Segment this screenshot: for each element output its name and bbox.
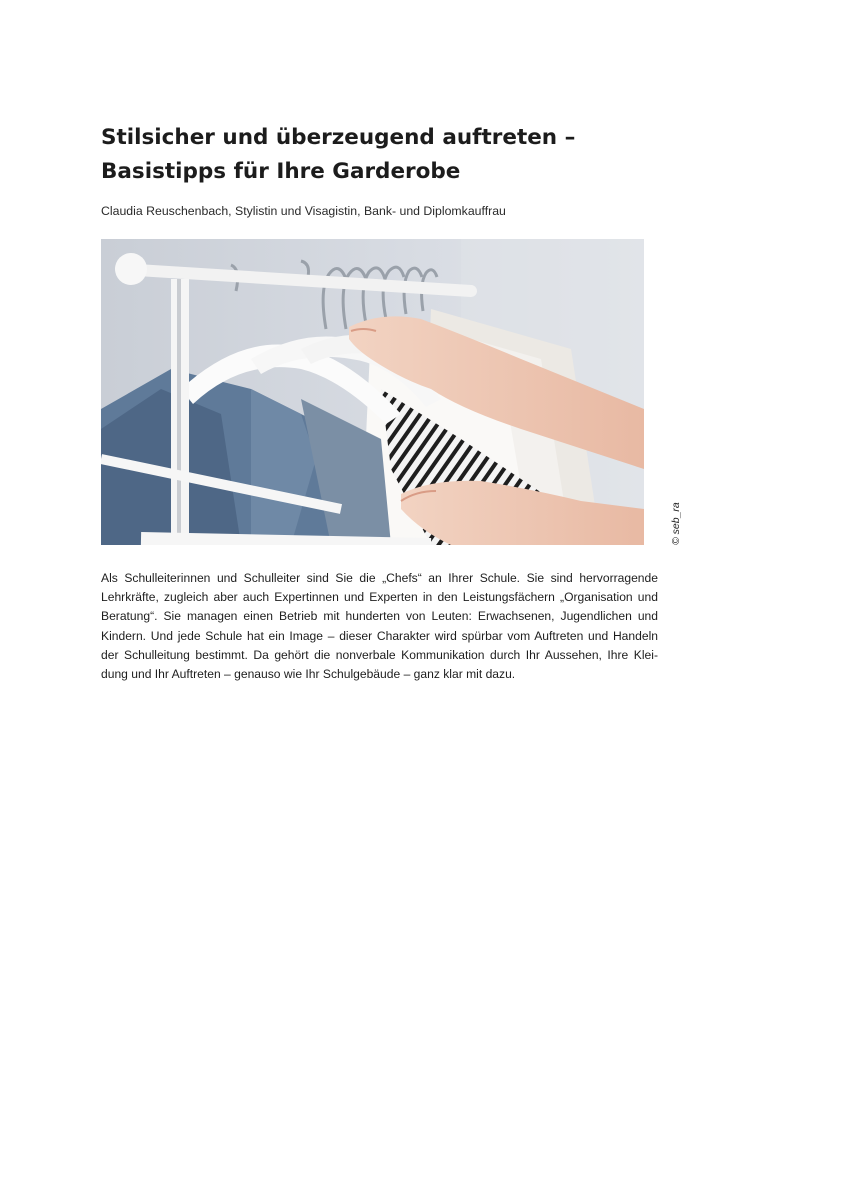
article-body xyxy=(101,569,658,684)
body-line: dung und Ihr Auftreten – genauso wie Ihr Schulgebäude – ganz klar mit dazu. xyxy=(101,667,516,682)
title-line: Basistipps für Ihre Garderobe xyxy=(101,159,461,184)
author-byline: Claudia Reuschenbach, Stylistin und Visagistin, Bank- und Diplomkauffrau xyxy=(101,204,506,218)
body-line: Beratung“. Sie managen einen Betrieb mit hunderten von Leuten: Erwachsenen, Jugendlichen und xyxy=(101,609,658,624)
title-line: Stilsicher und überzeugend auftreten – xyxy=(101,125,576,150)
image-credit: © seb_ra xyxy=(670,502,682,545)
body-line: Lehrkräfte, zugleich aber auch Expertinnen und Experten in den Leistungsfächern „Organisation und xyxy=(101,590,658,605)
body-line: der Schulleitung bestimmt. Da gehört die nonverbale Kommunikation durch Ihr Aussehen, Ihre Klei- xyxy=(101,647,658,662)
clothes-rack-illustration xyxy=(101,239,644,545)
article-title xyxy=(101,121,721,189)
body-line: Als Schulleiterinnen und Schulleiter sind Sie die „Chefs“ an Ihrer Schule. Sie sind hervorragende xyxy=(101,571,658,585)
body-line: Kindern. Und jede Schule hat ein Image – dieser Charakter wird spürbar vom Auftreten und Handeln xyxy=(101,628,658,643)
clothes-rack-photo xyxy=(101,239,644,545)
